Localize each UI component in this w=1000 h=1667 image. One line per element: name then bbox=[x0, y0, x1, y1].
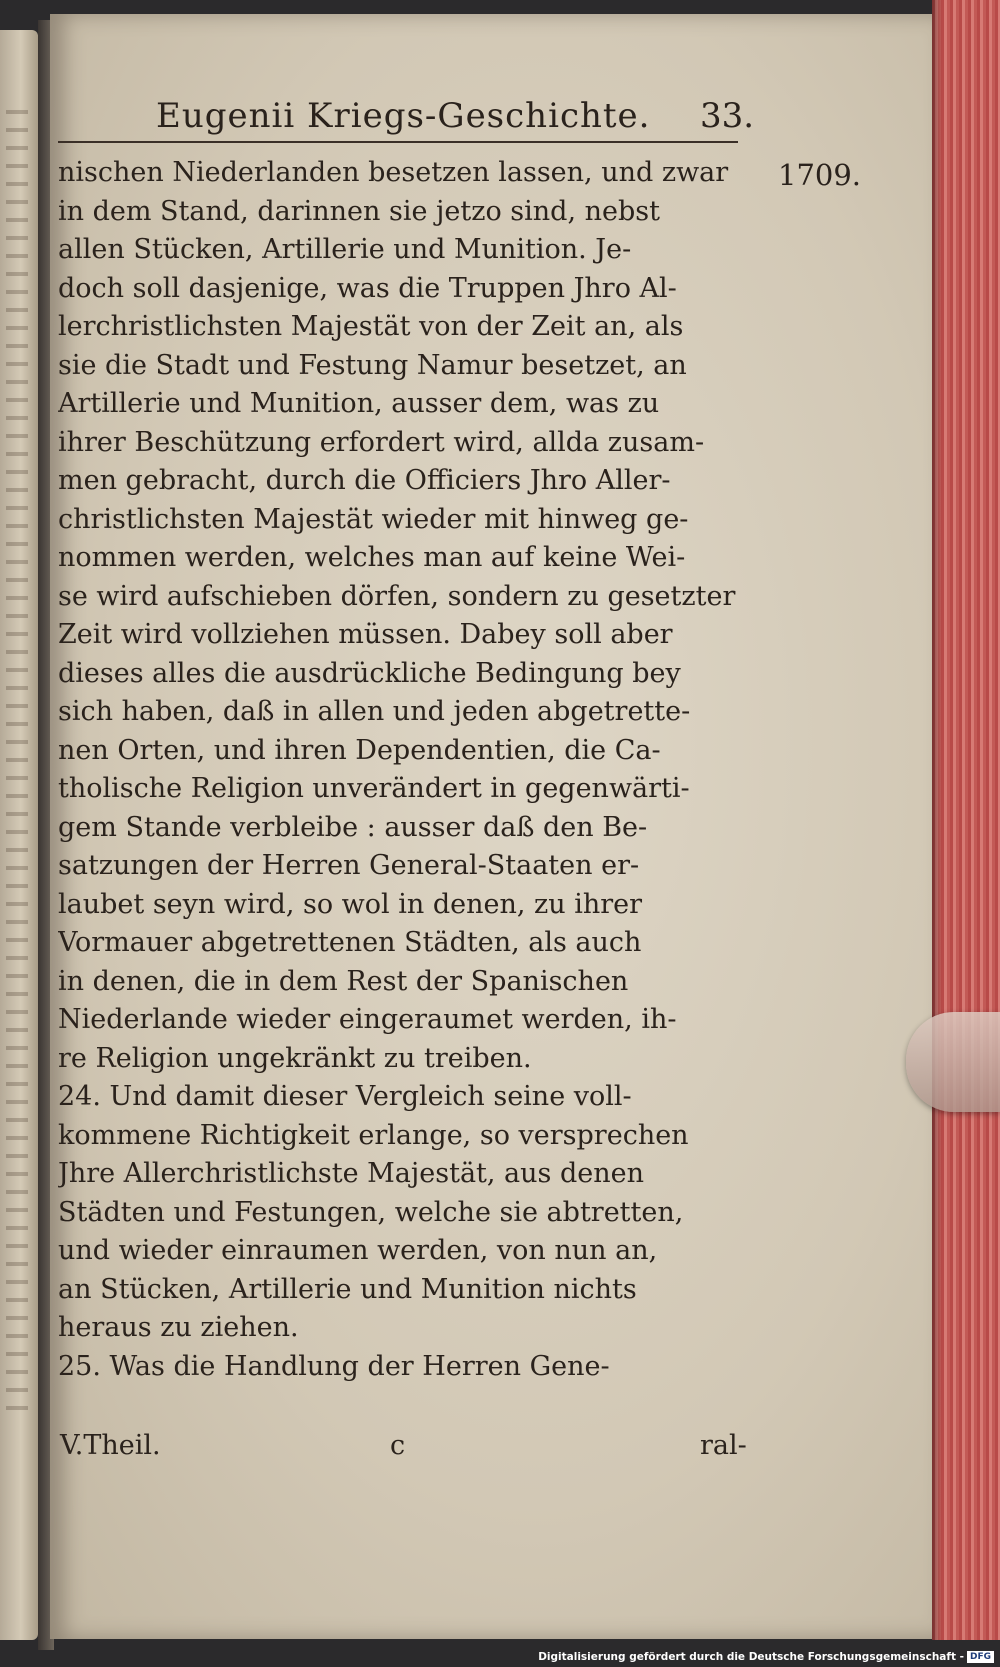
adjacent-page-edge bbox=[0, 30, 38, 1640]
signature-letter: c bbox=[390, 1430, 406, 1461]
text-line: in dem Stand, darinnen sie jetzo sind, nebst bbox=[58, 195, 660, 227]
text-line: men gebracht, durch die Officiers Jhro Aller- bbox=[58, 465, 671, 496]
text-line: gem Stande verbleibe : ausser daß den Be- bbox=[58, 811, 648, 843]
credit-text: Digitalisierung gefördert durch die Deutsche Forschungsgemeinschaft - bbox=[538, 1651, 964, 1663]
text-line: kommene Richtigkeit erlange, so versprechen bbox=[58, 1119, 689, 1151]
text-line: nommen werden, welches man auf keine Wei- bbox=[58, 542, 686, 573]
text-line: allen Stücken, Artillerie und Munition. Je- bbox=[58, 234, 632, 265]
running-head: Eugenii Kriegs-Geschichte. bbox=[156, 96, 651, 136]
text-line: Zeit wird vollziehen müssen. Dabey soll aber bbox=[58, 619, 673, 650]
text-line: Vormauer abgetrettenen Städten, als auch bbox=[58, 927, 642, 958]
text-line: nen Orten, und ihren Dependentien, die Ca- bbox=[58, 734, 661, 766]
text-line: lerchristlichsten Majestät von der Zeit an, als bbox=[58, 311, 684, 342]
text-line: Niederlande wieder eingeraumet werden, ih- bbox=[58, 1004, 677, 1035]
text-line: an Stücken, Artillerie und Munition nichts bbox=[58, 1273, 637, 1305]
text-line: dieses alles die ausdrückliche Bedingung bey bbox=[58, 657, 681, 689]
text-line: re Religion ungekränkt zu treiben. bbox=[58, 1042, 532, 1074]
catchword: ral- bbox=[700, 1430, 747, 1461]
dfg-logo: DFG bbox=[967, 1651, 994, 1663]
text-line: doch soll dasjenige, was die Truppen Jhro Al- bbox=[58, 272, 677, 304]
text-line: tholische Religion unverändert in gegenwärti- bbox=[58, 773, 690, 804]
text-line: Jhre Allerchristlichste Majestät, aus denen bbox=[58, 1158, 644, 1189]
glass-page-weight bbox=[906, 1012, 1000, 1112]
text-line: satzungen der Herren General-Staaten er- bbox=[58, 850, 640, 881]
text-line: Städten und Festungen, welche sie abtretten, bbox=[58, 1196, 684, 1228]
margin-year-note: 1709. bbox=[778, 158, 862, 192]
text-line: nischen Niederlanden besetzen lassen, und zwar bbox=[58, 157, 729, 188]
volume-mark: V.Theil. bbox=[60, 1430, 161, 1461]
text-line: und wieder einraumen werden, von nun an, bbox=[58, 1235, 658, 1266]
text-line: christlichsten Majestät wieder mit hinweg ge- bbox=[58, 503, 689, 535]
text-line: 24. Und damit dieser Vergleich seine voll- bbox=[58, 1081, 632, 1112]
header-rule bbox=[58, 141, 738, 143]
digitization-credit bbox=[538, 1651, 994, 1663]
text-line: sie die Stadt und Festung Namur besetzet, an bbox=[58, 349, 687, 381]
text-line: se wird aufschieben dörfen, sondern zu gesetzter bbox=[58, 580, 736, 612]
text-line: Artillerie und Munition, ausser dem, was zu bbox=[58, 388, 660, 419]
page-number: 33. bbox=[700, 96, 755, 136]
text-line: heraus zu ziehen. bbox=[58, 1312, 299, 1343]
red-page-edges bbox=[932, 0, 1000, 1640]
text-line: laubet seyn wird, so wol in denen, zu ihrer bbox=[58, 888, 643, 920]
text-line: ihrer Beschützung erfordert wird, allda zusam- bbox=[58, 426, 705, 458]
text-line: sich haben, daß in allen und jeden abgetrette- bbox=[58, 696, 691, 727]
text-line: in denen, die in dem Rest der Spanischen bbox=[58, 965, 629, 997]
text-line: 25. Was die Handlung der Herren Gene- bbox=[58, 1350, 610, 1382]
body-text bbox=[58, 154, 758, 1386]
